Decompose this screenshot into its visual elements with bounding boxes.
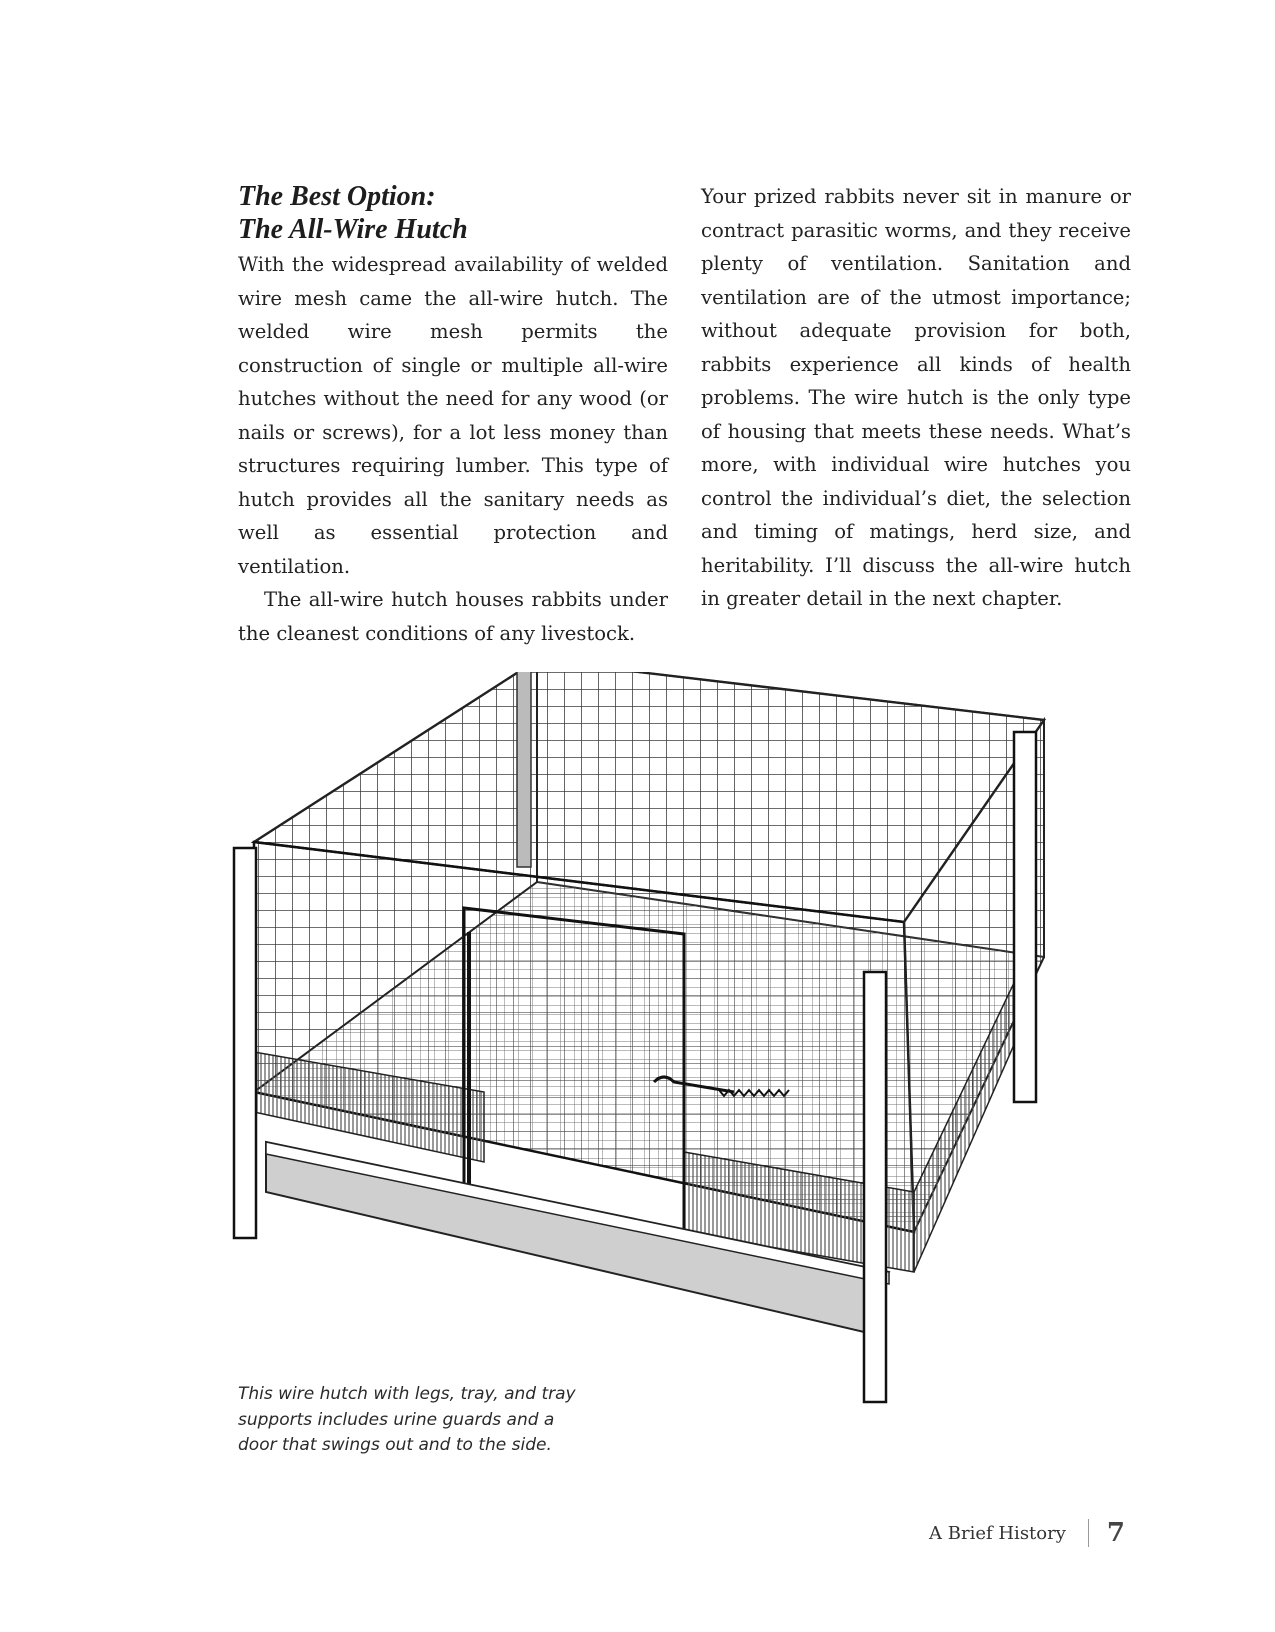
heading-line-1: The Best Option: [238,181,436,212]
right-column [701,180,1131,616]
section-heading [238,180,668,246]
running-footer-title: A Brief History [929,1522,1066,1544]
wire-hutch-illustration [224,672,1140,1472]
heading-line-2: The All-Wire Hutch [238,214,468,245]
page-number: 7 [1106,1518,1125,1548]
paragraph-2-continued: Your prized rabbits never sit in manure or contract parasitic worms, and they receive plenty of ventilation. Sanitation and ventilation are of the utmost importance; without adequate provision for both, rabbits experience all kinds of health problems. The wire hutch is the only type of housing that meets these needs. What’s more, with individual wire hutches you control the individual’s diet, the selection and timing of matings, herd size, and heritability. I’ll discuss the all-wire hutch in greater detail in the next chapter. [701,185,1131,610]
paragraph-1: With the widespread availability of welded wire mesh came the all-wire hutch. The welded wire mesh permits the construction of single or multiple all-wire hutches without the need for any wood (or nails or screws), for a lot less money than structures requiring lumber. This type of hutch provides all the sanitary needs as well as essential protection and ventilation. [238,253,668,578]
page-footer [929,1518,1125,1548]
left-column [238,180,668,650]
footer-divider [1088,1519,1089,1547]
paragraph-2-start: The all-wire hutch houses rabbits under the cleanest conditions of any livestock. [238,588,668,645]
figure-caption: This wire hutch with legs, tray, and tray supports includes urine guards and a door that swings out and to the side. [238,1384,576,1455]
